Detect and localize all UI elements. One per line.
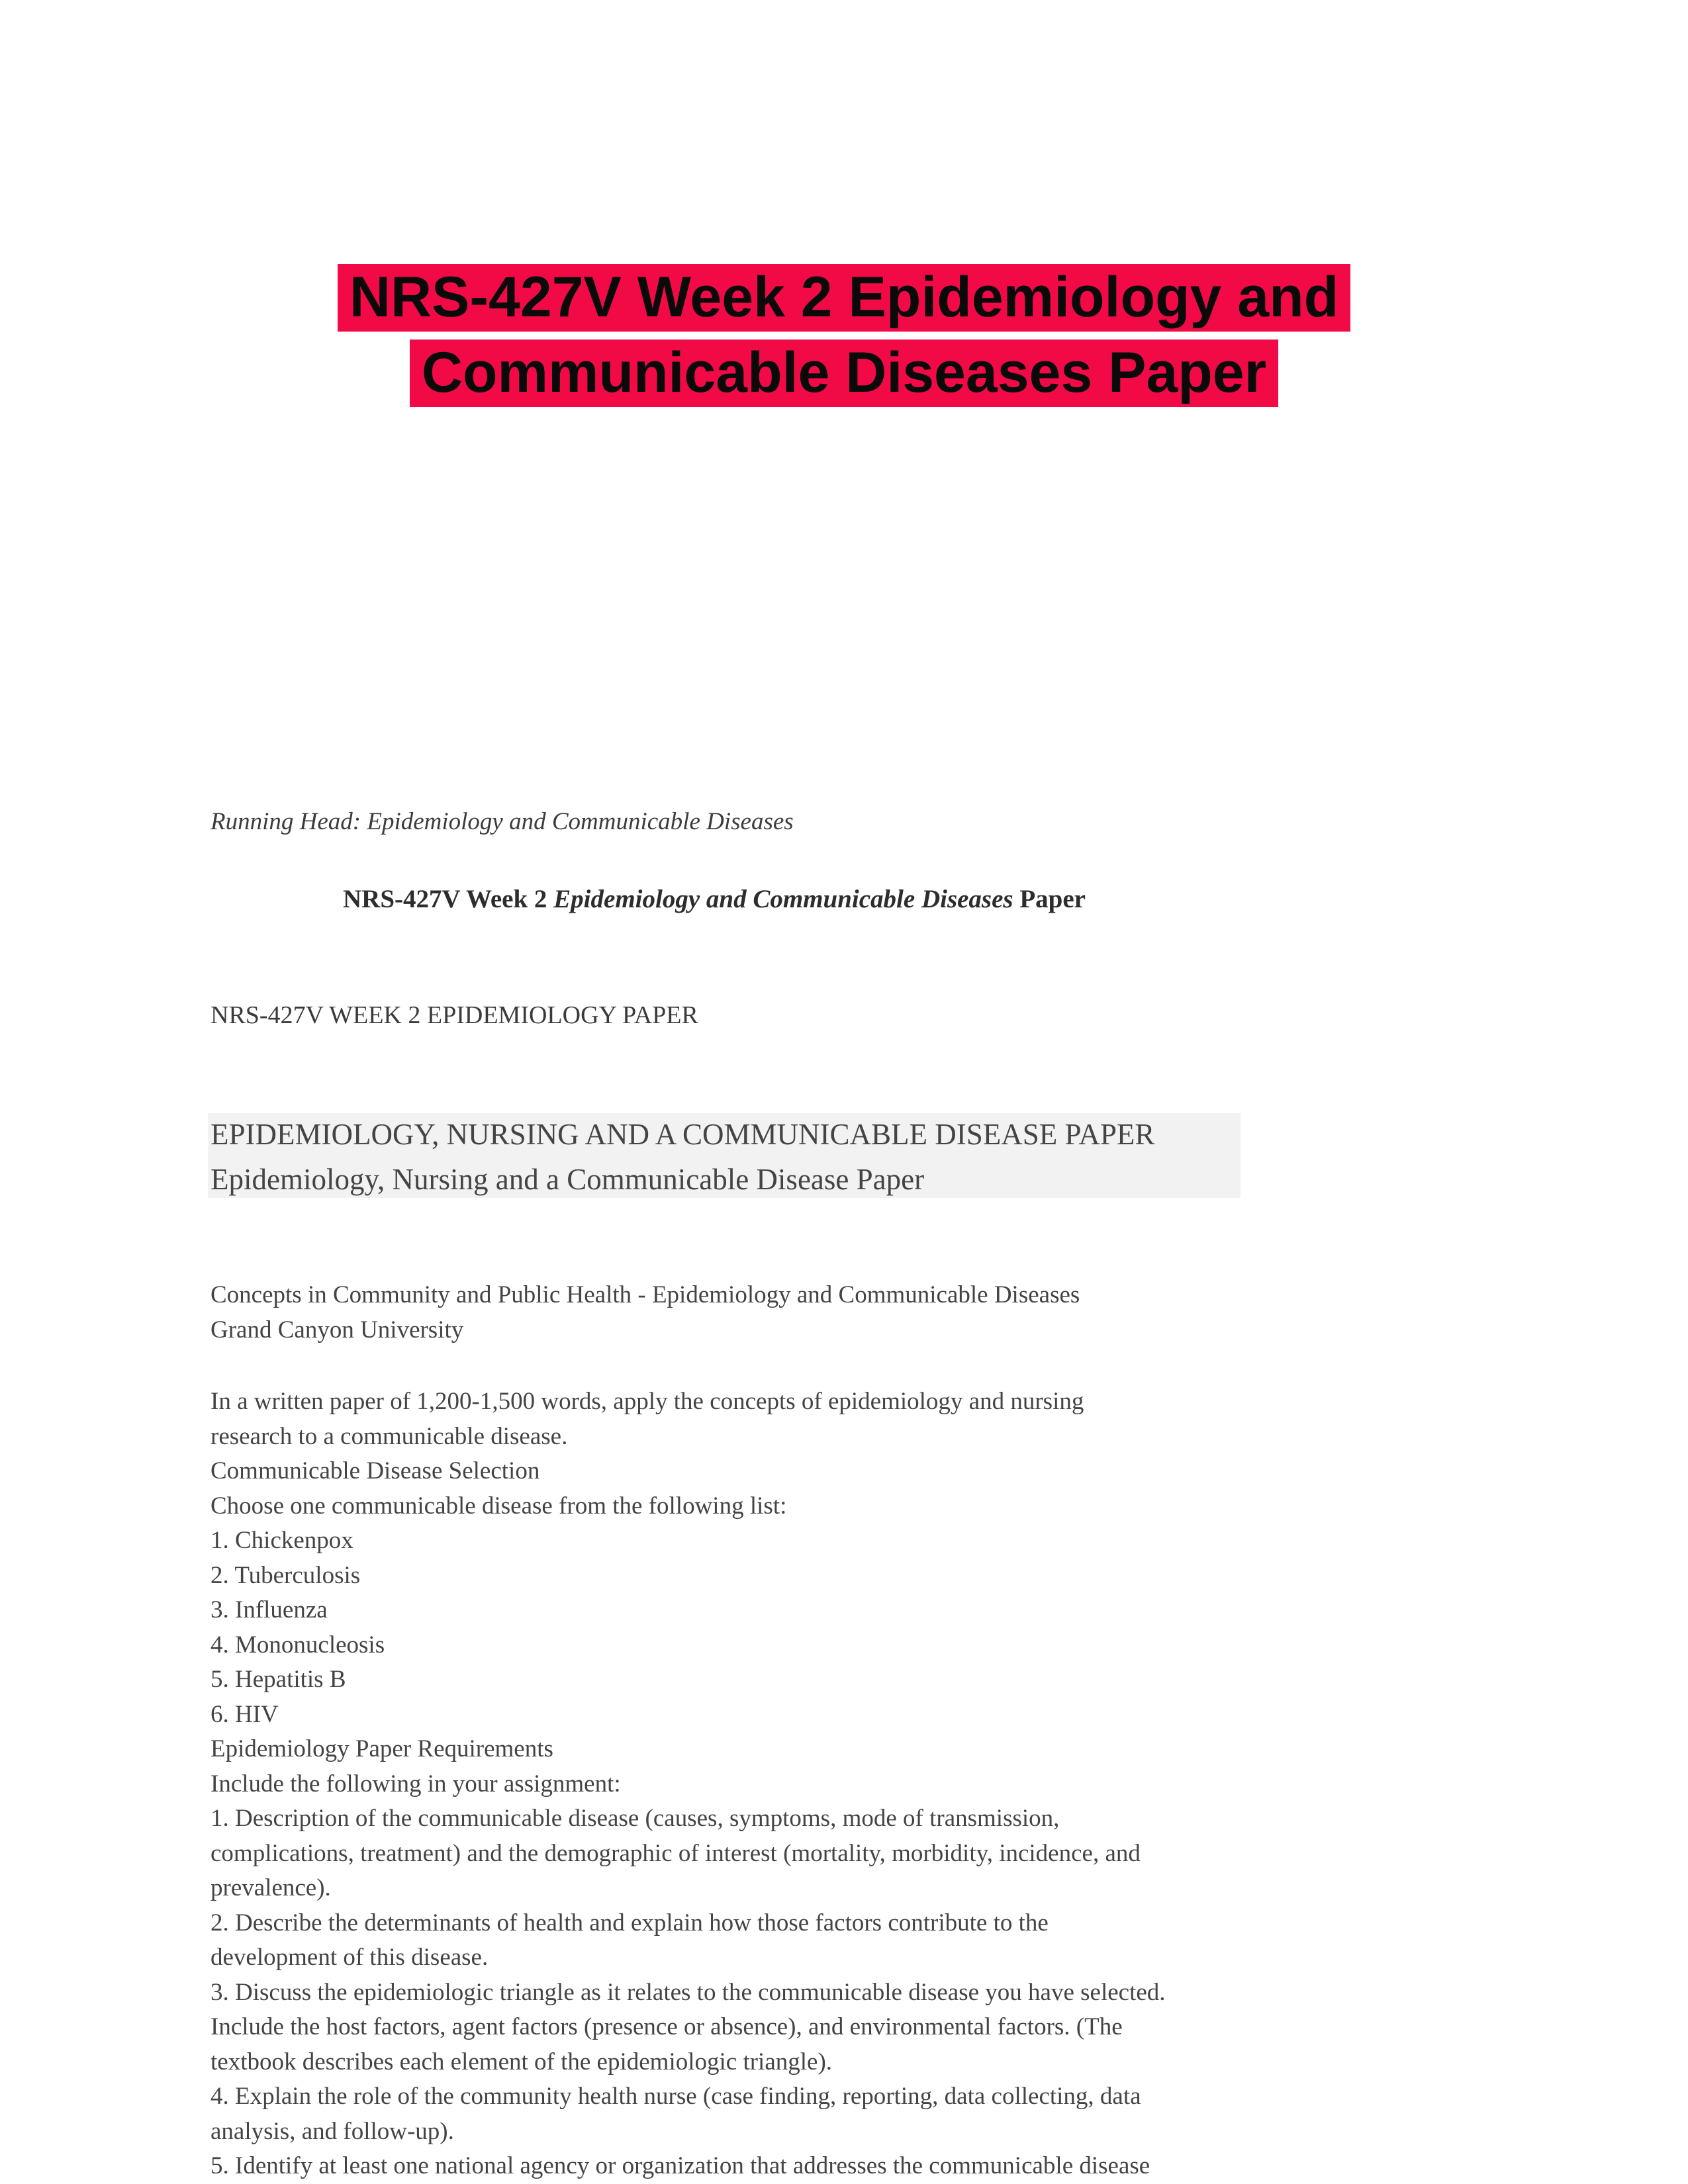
- list-item: 1. Chickenpox: [211, 1527, 353, 1554]
- list-item: 5. Hepatitis B: [211, 1666, 346, 1693]
- paper-title-part1: NRS-427V Week 2: [343, 885, 554, 913]
- requirement-line: prevalence).: [211, 1874, 331, 1901]
- list-item: 4. Mononucleosis: [211, 1631, 385, 1659]
- requirement-line: 5. Identify at least one national agency or organization that addresses the communicable disease: [211, 2152, 1150, 2179]
- requirement-line: Include the host factors, agent factors (presence or absence), and environmental factors. (The: [211, 2013, 1123, 2040]
- requirement-line: development of this disease.: [211, 1944, 489, 1971]
- requirement-line: 4. Explain the role of the community health nurse (case finding, reporting, data collecting, data: [211, 2083, 1141, 2110]
- requirement-line: 1. Description of the communicable disease (causes, symptoms, mode of transmission,: [211, 1805, 1060, 1832]
- body-line: research to a communicable disease.: [211, 1422, 568, 1450]
- list-item: 2. Tuberculosis: [211, 1561, 361, 1589]
- requirement-line: 2. Describe the determinants of health and explain how those factors contribute to the: [211, 1909, 1049, 1936]
- paper-title-part3: Paper: [1013, 885, 1086, 913]
- body-line: In a written paper of 1,200-1,500 words, apply the concepts of epidemiology and nursing: [211, 1388, 1084, 1415]
- boxed-heading-line2: Epidemiology, Nursing and a Communicable Disease Paper: [211, 1163, 925, 1196]
- section-heading: Communicable Disease Selection: [211, 1457, 540, 1484]
- assignment-body: [211, 1385, 1270, 2184]
- list-item: 3. Influenza: [211, 1596, 328, 1623]
- paper-title-italic: Epidemiology and Communicable Diseases: [553, 885, 1013, 913]
- course-line2: Grand Canyon University: [211, 1316, 464, 1343]
- running-head: Running Head: Epidemiology and Communicable Diseases: [211, 808, 794, 835]
- paper-title: [343, 884, 1086, 914]
- body-line: Include the following in your assignment:: [211, 1770, 621, 1797]
- list-item: 6. HIV: [211, 1700, 279, 1728]
- body-line: Choose one communicable disease from the following list:: [211, 1492, 787, 1520]
- requirement-line: 3. Discuss the epidemiologic triangle as it relates to the communicable disease you have selected.: [211, 1978, 1166, 2006]
- caps-heading: NRS-427V WEEK 2 EPIDEMIOLOGY PAPER: [211, 1001, 698, 1029]
- requirement-line: analysis, and follow-up).: [211, 2117, 454, 2145]
- course-line1: Concepts in Community and Public Health - Epidemiology and Communicable Diseases: [211, 1281, 1080, 1308]
- boxed-heading: [208, 1113, 1241, 1198]
- cover-title-line2: Communicable Diseases Paper: [410, 340, 1278, 407]
- section-heading: Epidemiology Paper Requirements: [211, 1735, 553, 1762]
- requirement-line: complications, treatment) and the demographic of interest (mortality, morbidity, incidence, and: [211, 1839, 1141, 1867]
- cover-title: [0, 259, 1688, 410]
- cover-title-line1: NRS-427V Week 2 Epidemiology and: [338, 264, 1350, 332]
- course-info: [211, 1277, 1243, 1347]
- requirement-line: textbook describes each element of the epidemiologic triangle).: [211, 2048, 833, 2075]
- boxed-heading-line1: EPIDEMIOLOGY, NURSING AND A COMMUNICABLE DISEASE PAPER: [211, 1118, 1155, 1151]
